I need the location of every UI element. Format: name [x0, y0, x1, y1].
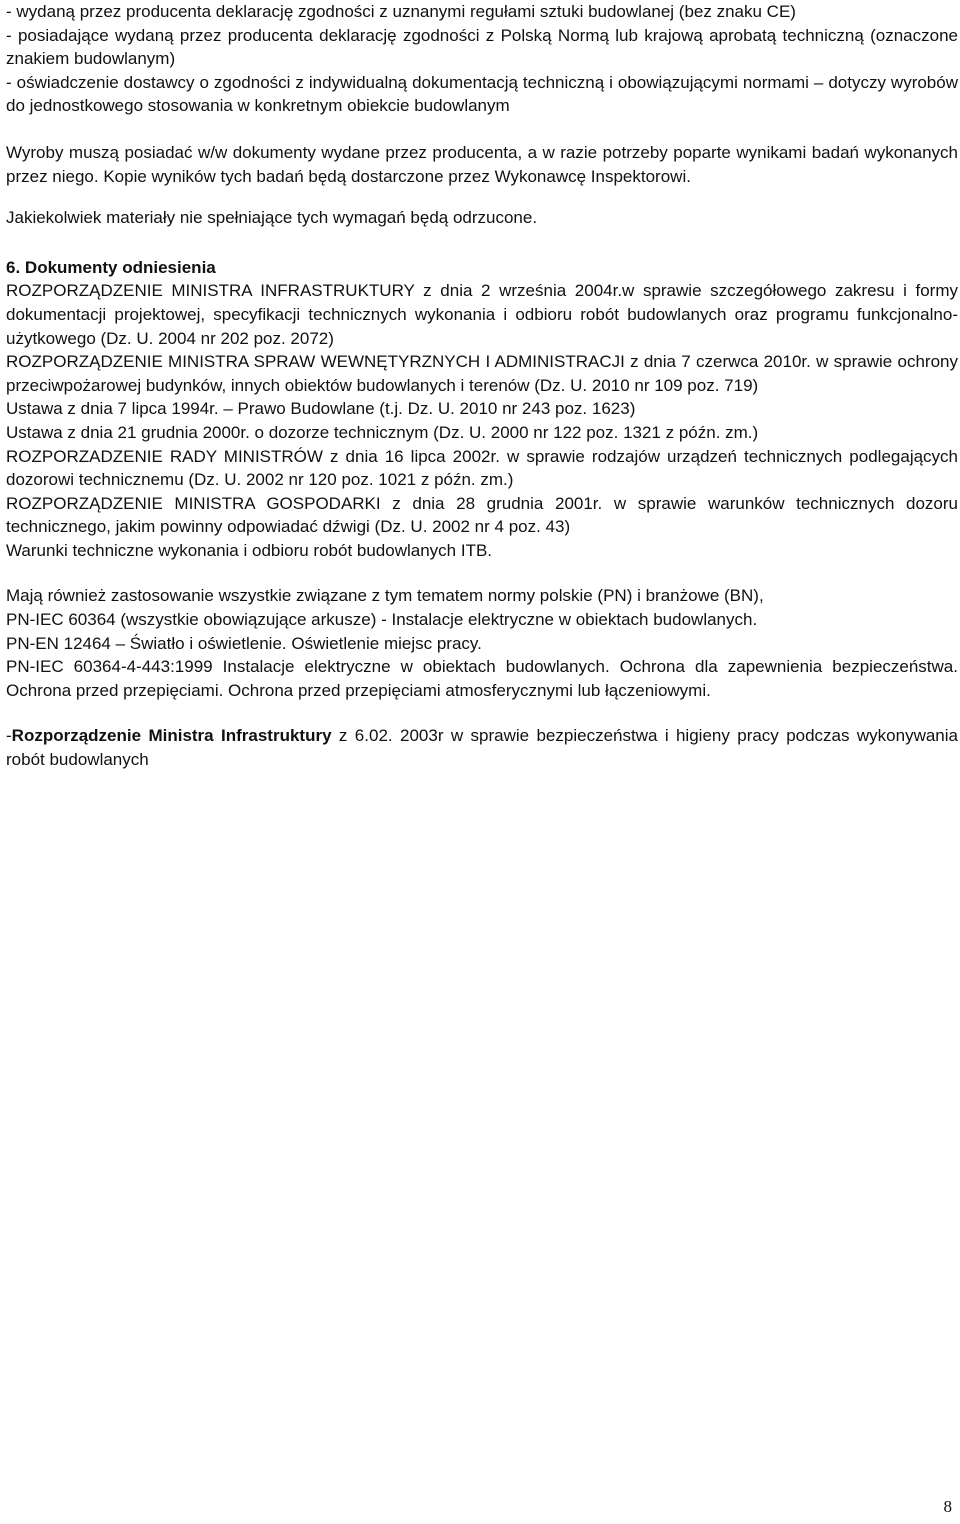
- last-item-prefix: -: [6, 726, 12, 746]
- paragraph-wyroby: Wyroby muszą posiadać w/w dokumenty wydane przez producenta, a w razie potrzeby poparte wynikami badań wykonanych przez niego. Kopie wyników tych badań będą dostarczone przez Wykonawcę Inspektorowi.: [6, 142, 958, 186]
- norms-list: [6, 584, 958, 702]
- last-list-item: [6, 724, 958, 771]
- list-item: - oświadczenie dostawcy o zgodności z indywidualną dokumentacją techniczną i obowiązującymi normami – dotyczy wyrobów do jednostkowego stosowania w konkretnym obiekcie budowlanym: [6, 72, 958, 116]
- list-item: - posiadające wydaną przez producenta deklarację zgodności z Polską Normą lub krajową aprobatą techniczną (oznaczone znakiem budowlanym): [6, 25, 958, 69]
- reference-item: Ustawa z dnia 21 grudnia 2000r. o dozorze technicznym (Dz. U. 2000 nr 122 poz. 1321 z późn. zm.): [6, 422, 759, 442]
- reference-item: Ustawa z dnia 7 lipca 1994r. – Prawo Budowlane (t.j. Dz. U. 2010 nr 243 poz. 1623): [6, 399, 636, 419]
- norm-item: PN-IEC 60364 (wszystkie obowiązujące arkusze) - Instalacje elektryczne w obiektach budowlanych.: [6, 610, 758, 630]
- last-item-rest: z 6.02. 2003r w sprawie bezpieczeństwa i higieny pracy podczas wykonywania robót budowlanych: [6, 726, 958, 770]
- document-page: [6, 0, 958, 772]
- references-list: [6, 279, 958, 562]
- reference-item: ROZPORZĄDZENIE MINISTRA INFRASTRUKTURY z dnia 2 września 2004r.w sprawie szczegółowego zakresu i formy dokumentacji projektowej, specyfikacji technicznych wykonania i odbioru robót budowlanych oraz programu funkcjonalno-użytkowego (Dz. U. 2004 nr 202 poz. 2072): [6, 281, 958, 348]
- norm-item: Mają również zastosowanie wszystkie związane z tym tematem normy polskie (PN) i branżowe (BN),: [6, 586, 764, 606]
- reference-item: ROZPORZĄDZENIE MINISTRA SPRAW WEWNĘTYRZNYCH I ADMINISTRACJI z dnia 7 czerwca 2010r. w sprawie ochrony przeciwpożarowej budynków, innych obiektów budowlanych i terenów (Dz. U. 2010 nr 109 poz. 719): [6, 352, 958, 395]
- reference-item: ROZPORZĄDZENIE MINISTRA GOSPODARKI z dnia 28 grudnia 2001r. w sprawie warunków technicznych dozoru technicznego, jakim powinny odpowiadać dźwigi (Dz. U. 2002 nr 4 poz. 43): [6, 493, 958, 537]
- section-title: Dokumenty odniesienia: [24, 257, 216, 277]
- norm-item: PN-EN 12464 – Światło i oświetlenie. Oświetlenie miejsc pracy.: [6, 633, 482, 653]
- reference-item: ROZPORZADZENIE RADY MINISTRÓW z dnia 16 lipca 2002r. w sprawie rodzajów urządzeń technicznych podlegających dozorowi technicznemu (Dz. U. 2002 nr 120 poz. 1021 z późn. zm.): [6, 446, 958, 490]
- norm-item: PN-IEC 60364-4-443:1999 Instalacje elektryczne w obiektach budowlanych. Ochrona dla zapewnienia bezpieczeństwa. Ochrona przed przepięciami. Ochrona przed przepięciami atmosferycznymi lub łączeniowymi.: [6, 657, 958, 700]
- section-heading: [6, 256, 958, 280]
- paragraph-jakiekolwiek: Jakiekolwiek materiały nie spełniające tych wymagań będą odrzucone.: [6, 208, 538, 228]
- section-number: 6.: [6, 257, 21, 277]
- reference-item: Warunki techniczne wykonania i odbioru robót budowlanych ITB.: [6, 540, 493, 560]
- page-number: 8: [943, 1497, 952, 1516]
- list-item: - wydaną przez producenta deklarację zgodności z uznanymi regułami sztuki budowlanej (bez znaku CE): [6, 2, 796, 21]
- last-item-bold: Rozporządzenie Ministra Infrastruktury: [11, 726, 332, 746]
